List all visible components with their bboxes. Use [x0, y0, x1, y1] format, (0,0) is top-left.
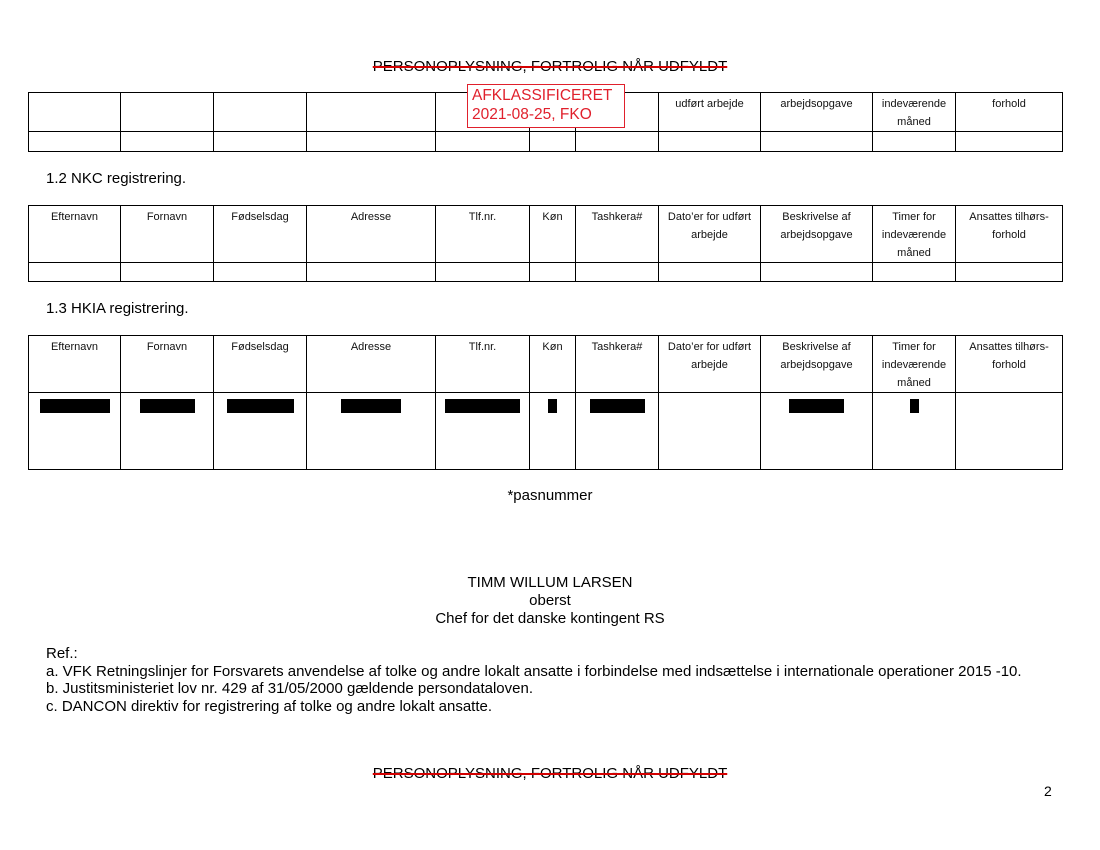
- redaction-bar: [445, 399, 520, 413]
- header-cell: forhold: [956, 93, 1063, 132]
- signature-title: Chef for det danske kontingent RS: [435, 610, 665, 627]
- redaction-bar: [140, 399, 195, 413]
- header-cell: Køn: [530, 206, 576, 263]
- header-cell: Adresse: [307, 206, 436, 263]
- header-cell: Beskrivelse af arbejdsopgave: [761, 206, 873, 263]
- header-cell: Fødselsdag: [214, 206, 307, 263]
- header-cell: Ansattes tilhørs-forhold: [956, 336, 1063, 393]
- header-cell: Fornavn: [121, 336, 214, 393]
- redaction-bar: [227, 399, 294, 413]
- section-heading-hkia: 1.3 HKIA registrering.: [46, 300, 189, 317]
- header-cell: Dato’er for udført arbejde: [659, 336, 761, 393]
- header-cell: Beskrivelse af arbejdsopgave: [761, 336, 873, 393]
- redaction-bar: [341, 399, 401, 413]
- stamp-line-2: 2021-08-25, FKO: [472, 106, 592, 123]
- redaction-bar: [789, 399, 844, 413]
- redaction-bar: [910, 399, 919, 413]
- reference-item: a. VFK Retningslinjer for Forsvarets anvendelse af tolke og andre lokalt ansatte i forbindelse med indsættelse i internationale operationer 2015 -10.: [46, 662, 1022, 680]
- header-cell: udført arbejde: [659, 93, 761, 132]
- table-row: [29, 132, 1063, 152]
- header-cell: [121, 93, 214, 132]
- redaction-bar: [40, 399, 110, 413]
- header-cell: Ansattes tilhørs-forhold: [956, 206, 1063, 263]
- header-cell: [307, 93, 436, 132]
- footer-classification: PERSONOPLYSNING, FORTROLIG NÅR UDFYLDT: [372, 765, 728, 782]
- header-cell: Tashkera#: [576, 206, 659, 263]
- header-cell: Efternavn: [29, 206, 121, 263]
- header-cell: Timer for indeværende måned: [873, 206, 956, 263]
- header-classification: PERSONOPLYSNING, FORTROLIG NÅR UDFYLDT: [372, 58, 728, 75]
- page-number: 2: [1044, 783, 1052, 799]
- header-cell: Dato’er for udført arbejde: [659, 206, 761, 263]
- header-cell: arbejdsopgave: [761, 93, 873, 132]
- table-row: [29, 393, 1063, 470]
- declassified-stamp: [467, 84, 625, 128]
- header-cell: [214, 93, 307, 132]
- section-heading-nkc: 1.2 NKC registrering.: [46, 170, 187, 187]
- header-cell: Efternavn: [29, 336, 121, 393]
- table-header-row: [29, 206, 1063, 263]
- table-header-row: [29, 336, 1063, 393]
- header-cell: Fødselsdag: [214, 336, 307, 393]
- header-cell: Tlf.nr.: [436, 336, 530, 393]
- header-cell: indeværende måned: [873, 93, 956, 132]
- header-cell: Køn: [530, 336, 576, 393]
- reference-item: b. Justitsministeriet lov nr. 429 af 31/05/2000 gældende persondataloven.: [46, 680, 533, 697]
- stamp-line-1: AFKLASSIFICERET: [472, 87, 613, 104]
- header-cell: Fornavn: [121, 206, 214, 263]
- header-cell: Tashkera#: [576, 336, 659, 393]
- signature-rank: oberst: [529, 592, 571, 609]
- header-cell: Tlf.nr.: [436, 206, 530, 263]
- footnote: *pasnummer: [507, 487, 593, 504]
- references: [46, 645, 1056, 715]
- header-cell: Adresse: [307, 336, 436, 393]
- redaction-bar: [548, 399, 557, 413]
- header-cell: [29, 93, 121, 132]
- references-heading: Ref.:: [46, 645, 78, 662]
- table-hkia-registration: [28, 335, 1063, 470]
- redaction-bar: [590, 399, 645, 413]
- reference-item: c. DANCON direktiv for registrering af tolke og andre lokalt ansatte.: [46, 697, 493, 715]
- header-cell: Timer for indeværende måned: [873, 336, 956, 393]
- table-nkc-registration: [28, 205, 1063, 282]
- signature-name: TIMM WILLUM LARSEN: [467, 574, 633, 591]
- table-row: [29, 263, 1063, 282]
